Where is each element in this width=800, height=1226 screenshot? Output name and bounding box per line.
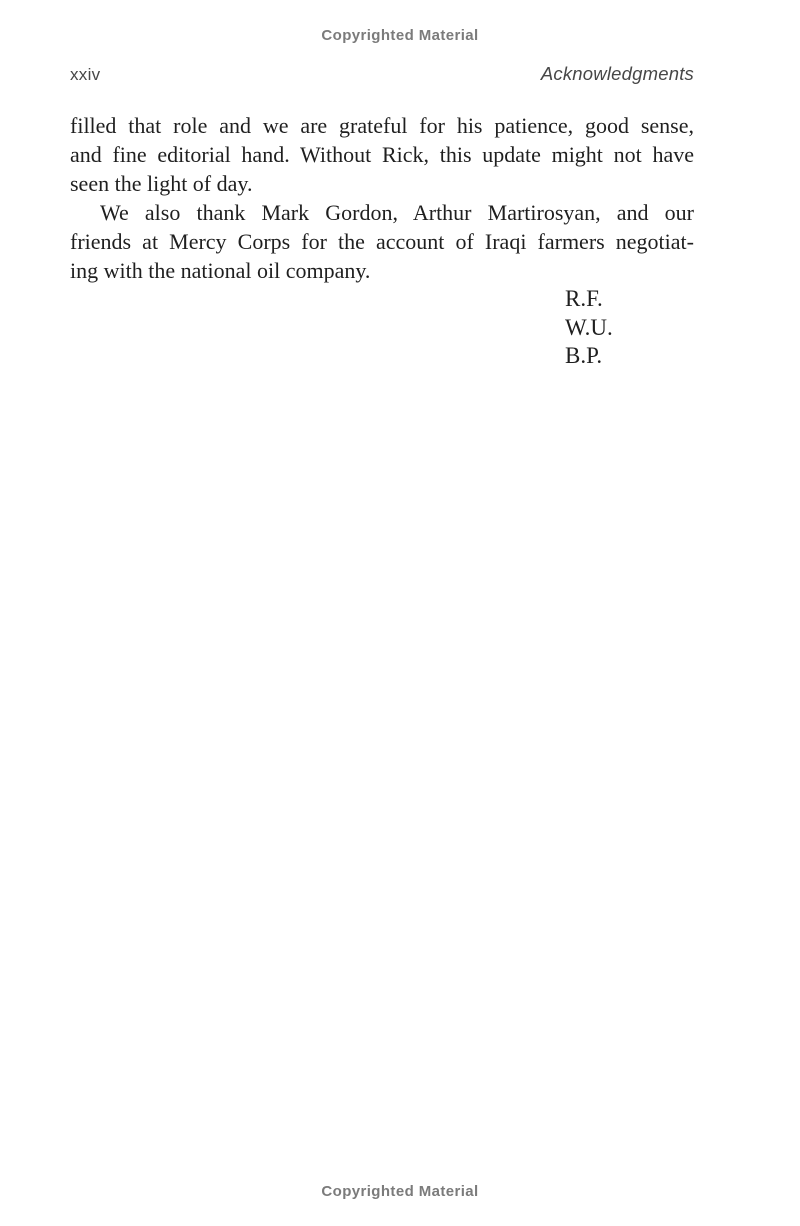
paragraph (70, 111, 694, 198)
running-head-title: Acknowledgments (540, 63, 694, 84)
text-line: filled that role and we are grateful for his patience, good sense, (70, 113, 694, 138)
page-number-folio: xxiv (70, 65, 101, 84)
signature-initials (70, 285, 694, 371)
signature-initial: B.P. (565, 343, 603, 368)
text-line: seen the light of day. (70, 171, 253, 196)
body-text (70, 111, 694, 371)
copyright-notice-top: Copyrighted Material (321, 27, 479, 44)
paragraph (70, 198, 694, 285)
text-line: friends at Mercy Corps for the account of Iraqi farmers negotiat- (70, 229, 694, 254)
signature-initial: W.U. (565, 314, 613, 340)
signature-initial: R.F. (565, 286, 603, 311)
text-line: and fine editorial hand. Without Rick, this update might not have (70, 142, 694, 167)
text-line: We also thank Mark Gordon, Arthur Martirosyan, and our (100, 200, 694, 225)
text-line: ing with the national oil company. (70, 258, 371, 283)
running-head (70, 63, 694, 85)
copyright-notice-bottom: Copyrighted Material (321, 1183, 479, 1200)
